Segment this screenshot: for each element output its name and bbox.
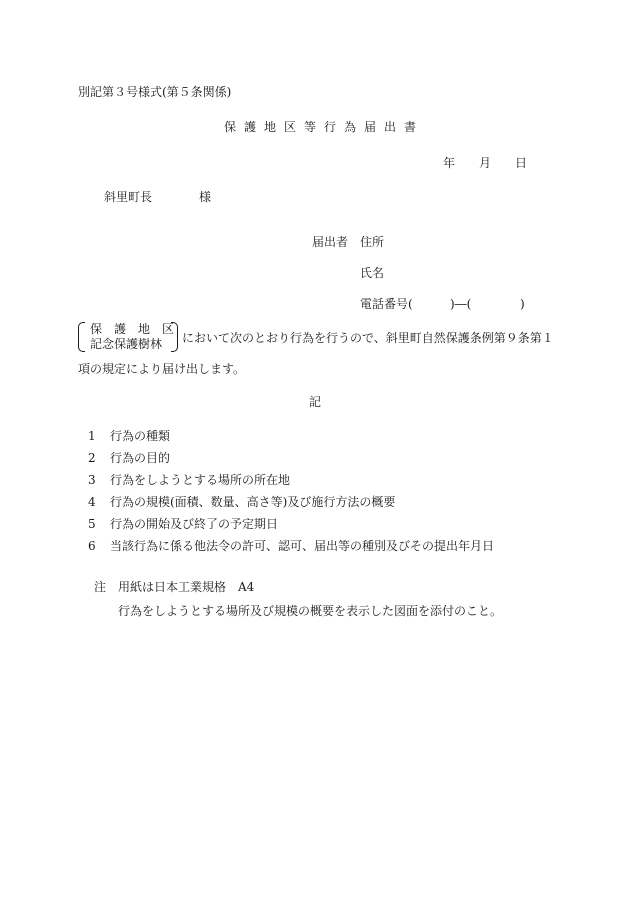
name-label: 氏名 [360,266,385,280]
area-type-options [78,322,178,352]
left-brace [78,322,85,352]
date-year: 年 [443,156,456,170]
item-number: 4 [88,495,96,509]
phone-close: ) [520,297,525,311]
item-text: 行為の目的 [110,451,171,465]
item-number: 3 [88,473,96,487]
list-item [88,496,395,508]
item-number: 5 [88,517,96,531]
note-line2: 行為をしようとする場所及び規模の概要を表示した図面を添付のこと。 [118,604,503,618]
item-text: 行為をしようとする場所の所在地 [110,473,291,487]
option-protected-area: 保 護 地 区 [90,322,175,336]
item-text: 行為の開始及び終了の予定期日 [110,517,279,531]
list-item [88,430,170,442]
document-title: 保護地区等行為届出書 [224,120,425,134]
applicant-label: 届出者 [312,235,349,249]
item-text: 行為の種類 [110,429,171,443]
body-text-line2: 項の規定により届け出します。 [78,362,246,376]
item-number: 6 [88,539,96,553]
item-text: 行為の規模(面積、数量、高さ等)及び施行方法の概要 [110,495,396,509]
item-number: 1 [88,429,96,443]
right-brace [171,322,178,352]
list-item [88,518,278,530]
phone-separator: )―( [450,297,472,311]
option-memorial-forest: 記念保護樹林 [90,337,163,351]
note-label: 注 [94,580,107,594]
address-label: 住所 [360,235,385,249]
list-item [88,540,494,552]
addressee-honorific: 様 [199,190,212,204]
body-text-line1: において次のとおり行為を行うので、斜里町自然保護条例第９条第１ [182,331,554,345]
phone-label: 電話番号( [360,297,413,311]
item-number: 2 [88,451,96,465]
addressee-name: 斜里町長 [104,190,153,204]
list-item [88,452,170,464]
item-text: 当該行為に係る他法令の許可、認可、届出等の種別及びその提出年月日 [110,539,495,553]
date-month: 月 [479,156,492,170]
list-item [88,474,290,486]
ki-heading: 記 [309,395,322,409]
date-day: 日 [515,156,528,170]
note-line1: 用紙は日本工業規格 A4 [118,580,255,594]
form-label: 別記第３号様式(第５条関係) [78,85,232,99]
